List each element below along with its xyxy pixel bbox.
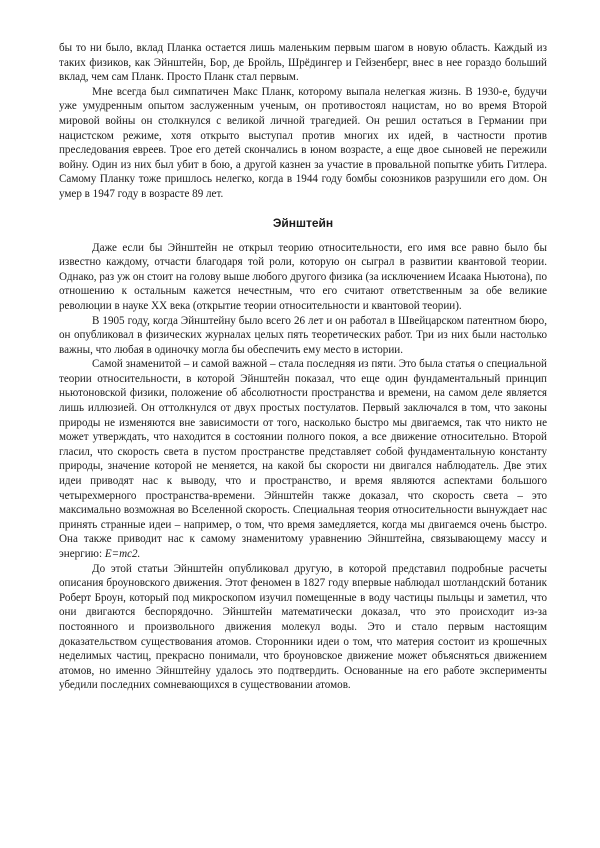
paragraph-planck-life: Мне всегда был симпатичен Макс Планк, которому выпала нелегкая жизнь. В 1930-е, будучи уже умудренным опытом заслуженным ученым, он противостоял нацистам, но во время Второй мировой войны он столкнулся с великой личной трагедией. Он решил остаться в Германии при нацистском режиме, хотя открыто выступал против многих их идей, в частности против преследования евреев. Трое его детей скончались в юном возрасте, а еще двое сыновей не пережили войну. Один из них был убит в бою, а другой казнен за участие в провальной попытке убить Гитлера. Самому Планку тоже пришлось нелегко, когда в 1944 году бомбы союзников разрушили его дом. Он умер в 1947 году в возрасте 89 лет. bbox=[59, 85, 547, 200]
section-heading: Эйнштейн bbox=[272, 215, 334, 230]
paragraph-special-relativity-text: Самой знаменитой – и самой важной – стала последняя из пяти. Это была статья о специальной теории относительности, в которой Эйнштейн показал, что еще один фундаментальный принцип ньютоновской физики, положение об абсолютности пространства и времени, на самом деле является лишь иллюзией. Он оттолкнулся от двух простых постулатов. Первый заключался в том, что законы природы не изменяются вне зависимости от того, насколько быстро мы двигаемся, так что никто не может утверждать, что находится в состоянии полного покоя, а все движение относительно. Второй гласил, что скорость света в пустом пространстве представляет собой фундаментальную константу природы, значение которой не меняется, на какой бы скорости ни двигался наблюдатель. Две этих идеи приводят нас к выводу, что и пространство, и время являются аспектами большого четырехмерного пространства-времени. Эйнштейн также доказал, что скорость света – это максимально возможная во Вселенной скорость. Специальная теория относительности вынуждает нас принять странные идеи – например, о том, что время замедляется, когда мы двигаемся очень быстро. Она также приводит нас к самому знаменитому уравнению Эйнштейна, связывающему массу и энергию: bbox=[59, 358, 547, 560]
document-page bbox=[59, 41, 547, 693]
paragraph-brownian-motion: До этой статьи Эйнштейн опубликовал другую, в которой представил подробные расчеты описания броуновского движения. Этот феномен в 1827 году впервые наблюдал шотландский ботаник Роберт Броун, который под микроскопом изучил помещенные в воду частицы пыльцы и заметил, что они двигаются беспорядочно. Эйнштейн математически доказал, что это происходит из-за постоянного и произвольного движения молекул воды. Это и стало первым настоящим доказательством существования атомов. Сторонники идеи о том, что материя состоит из крошечных неделимых частиц, прекрасно понимали, что броуновское движение может объясняться движением атомов, но именно Эйнштейну удалось это подтвердить. Основанные на его работе эксперименты убедили последних сомневающихся в существовании атомов. bbox=[59, 562, 547, 692]
paragraph-1905: В 1905 году, когда Эйнштейну было всего 26 лет и он работал в Швейцарском патентном бюро, он опубликовал в физических журналах целых пять теоретических работ. Три из них были настолько важны, что любая в одиночку могла бы обеспечить ему место в истории. bbox=[59, 314, 547, 356]
paragraph-special-relativity bbox=[59, 357, 547, 561]
paragraph-einstein-intro: Даже если бы Эйнштейн не открыл теорию относительности, его имя все равно было бы известно каждому, отчасти благодаря той роли, которую он сыграл в развитии квантовой теории. Однако, раз уж он стоит на голову выше любого другого физика (за исключением Исаака Ньютона), по отношению к остальным кажется нечестным, что его считают ответственным за обе великие революции в науке XX века (открытие теории относительности и квантовой теории). bbox=[59, 241, 547, 312]
formula-emc2: E=mc2. bbox=[104, 548, 141, 560]
paragraph-continuation: бы то ни было, вклад Планка остается лишь маленьким первым шагом в новую область. Каждый из таких физиков, как Эйнштейн, Бор, де Бройль, Шрёдингер и Гейзенберг, внес в нее гораздо больший вклад, чем сам Планк. Просто Планк стал первым. bbox=[59, 42, 547, 84]
